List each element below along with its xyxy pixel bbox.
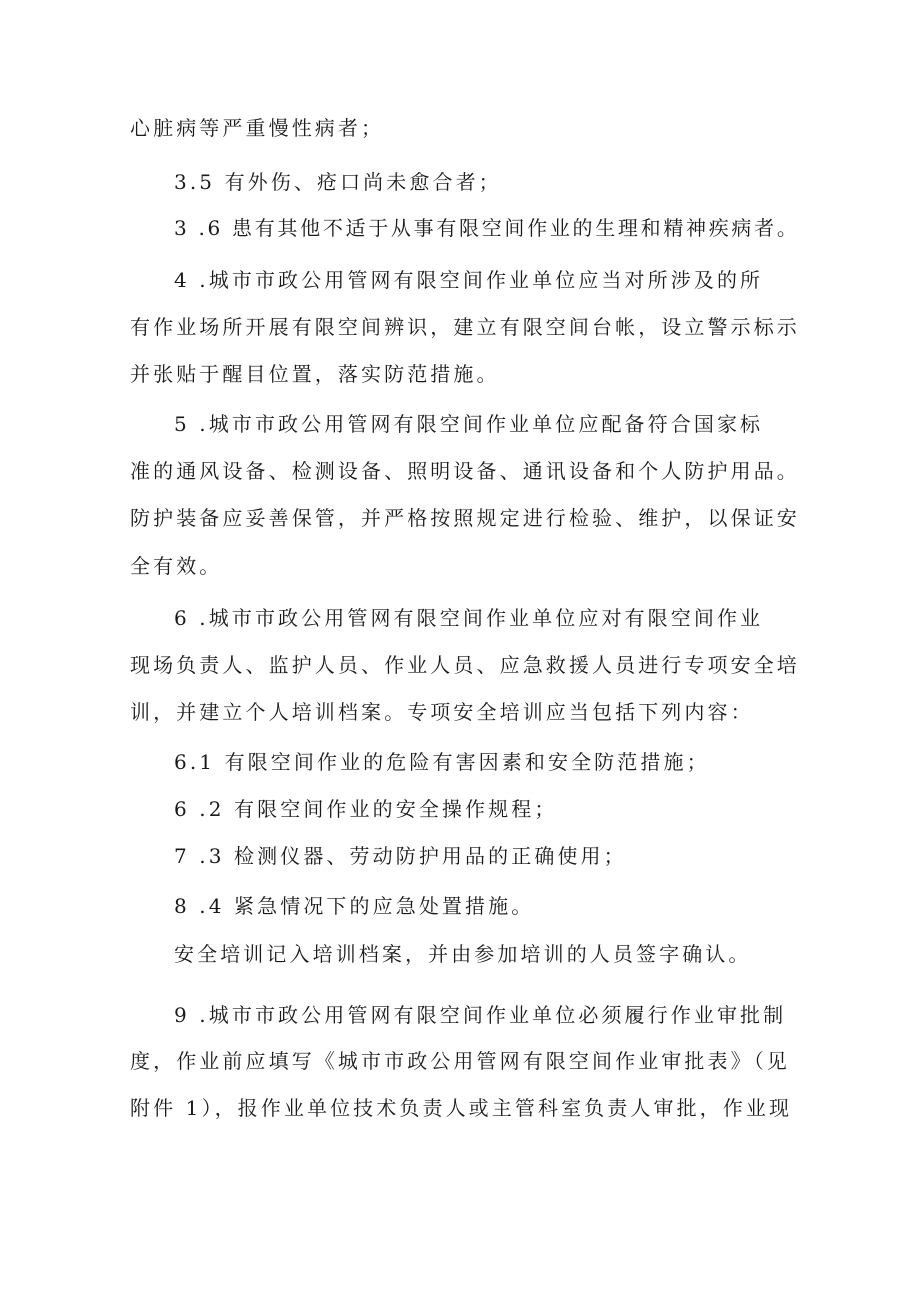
text-line: 心脏病等严重慢性病者；: [130, 116, 385, 140]
text-line: 6 .2 有限空间作业的安全操作规程；: [174, 797, 558, 821]
text-line: 训，并建立个人培训档案。专项安全培训应当包括下列内容：: [130, 700, 754, 724]
text-line: 6 .城市市政公用管网有限空间作业单位应对有限空间作业: [174, 606, 764, 630]
text-line: 5 .城市市政公用管网有限空间作业单位应配备符合国家标: [174, 412, 764, 436]
text-line: 安全培训记入培训档案，并由参加培训的人员签字确认。: [174, 942, 752, 966]
text-line: 3 .6 患有其他不适于从事有限空间作业的生理和精神疾病者。: [174, 216, 800, 240]
text-line: 全有效。: [130, 554, 223, 578]
text-line: 现场负责人、监护人员、作业人员、应急救援人员进行专项安全培: [130, 653, 800, 677]
text-line: 附件 1），报作业单位技术负责人或主管科室负责人审批，作业现: [130, 1096, 793, 1120]
text-line: 有作业场所开展有限空间辨识，建立有限空间台帐，设立警示标示: [130, 315, 800, 339]
text-line: 4 .城市市政公用管网有限空间作业单位应当对所涉及的所: [174, 268, 764, 292]
text-line: 9 .城市市政公用管网有限空间作业单位必须履行作业审批制: [174, 1003, 787, 1027]
text-line: 6.1 有限空间作业的危险有害因素和安全防范措施；: [174, 750, 710, 774]
text-line: 并张贴于醒目位置，落实防范措施。: [130, 362, 500, 386]
text-line: 7 .3 检测仪器、劳动防护用品的正确使用；: [174, 844, 627, 868]
text-line: 准的通风设备、检测设备、照明设备、通讯设备和个人防护用品。: [130, 459, 800, 483]
text-line: 3.5 有外伤、疮口尚未愈合者；: [174, 170, 502, 194]
text-line: 防护装备应妥善保管，并严格按照规定进行检验、维护，以保证安: [130, 506, 800, 530]
text-line: 8 .4 紧急情况下的应急处置措施。: [174, 894, 535, 918]
text-line: 度，作业前应填写《城市市政公用管网有限空间作业审批表》（见: [130, 1049, 790, 1073]
